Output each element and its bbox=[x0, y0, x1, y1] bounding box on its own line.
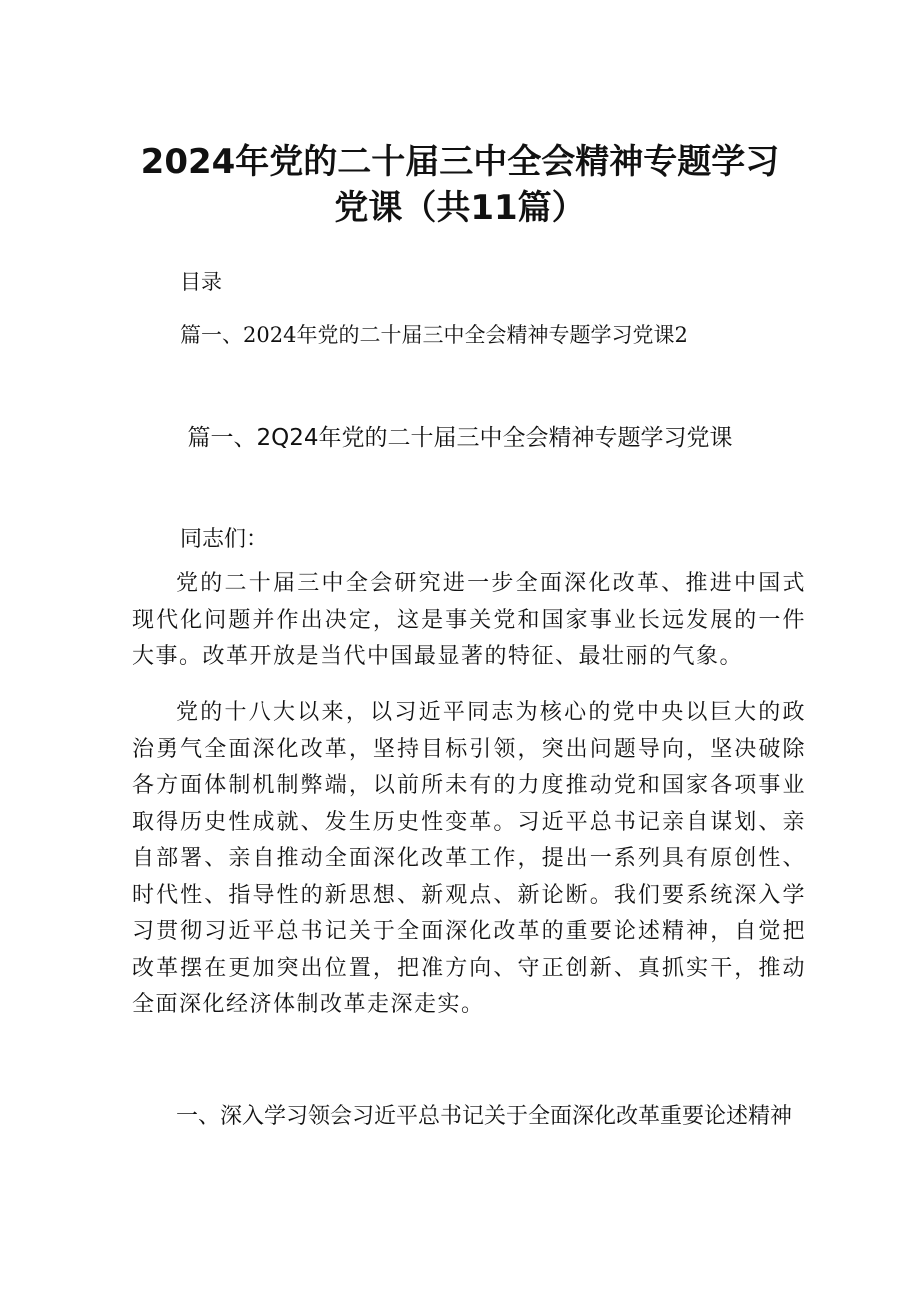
body-paragraph-1: 党的二十届三中全会研究进一步全面深化改革、推进中国式现代化问题并作出决定，这是事关党和国家事业长远发展的一件大事。改革开放是当代中国最显著的特征、最壮丽的气象。 bbox=[132, 571, 806, 669]
section-heading-one: 一、深入学习领会习近平总书记关于全面深化改革重要论述精神 bbox=[176, 1104, 793, 1129]
document-title-line1: 2024年党的二十届三中全会精神专题学习 bbox=[140, 142, 780, 182]
toc-item: 篇一、2024年党的二十届三中全会精神专题学习党课2 bbox=[180, 323, 688, 347]
salutation: 同志们： bbox=[180, 527, 269, 552]
document-title-line2: 党课（共11篇） bbox=[334, 188, 586, 228]
toc-heading: 目录 bbox=[180, 270, 222, 294]
section-title: 篇一、2Q24年党的二十届三中全会精神专题学习党课 bbox=[187, 425, 733, 451]
body-paragraph-2: 党的十八大以来，以习近平同志为核心的党中央以巨大的政治勇气全面深化改革，坚持目标引领，突出问题导向，坚决破除各方面体制机制弊端，以前所未有的力度推动党和国家各项事业取得历史性成就、发生历史性变革。习近平总书记亲自谋划、亲自部署、亲自推动全面深化改革工作，提出一系列具有原创性、时代性、指导性的新思想、新观点、新论断。我们要系统深入学习贯彻习近平总书记关于全面深化改革的重要论述精神，自觉把改革摆在更加突出位置，把准方向、守正创新、真抓实干，推动全面深化经济体制改革走深走实。 bbox=[132, 700, 806, 1017]
